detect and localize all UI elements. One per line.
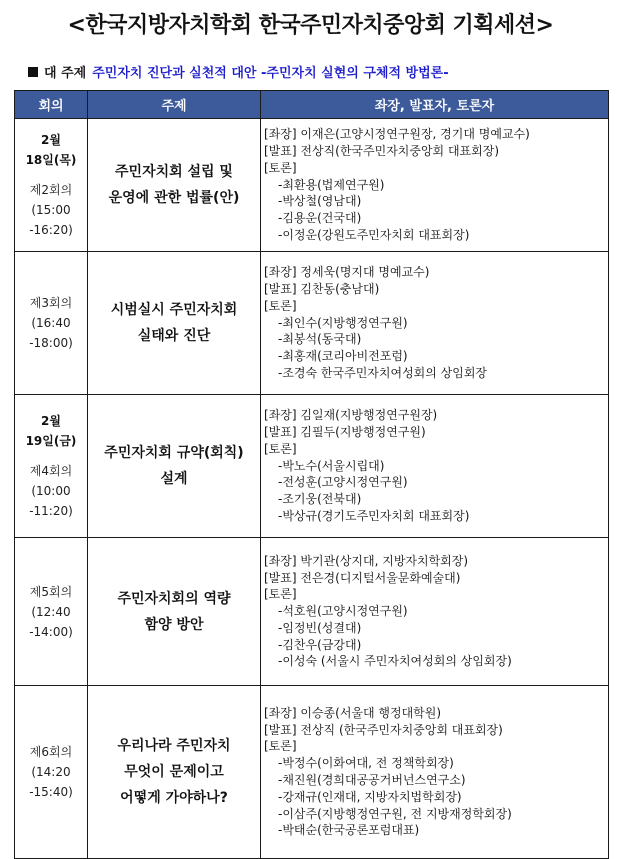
session-date: 2월 bbox=[41, 133, 61, 147]
session-time-end: -14:00) bbox=[29, 624, 73, 639]
topic-cell bbox=[88, 538, 261, 686]
topic-cell bbox=[88, 252, 261, 395]
session-cell bbox=[15, 252, 88, 395]
people-cell bbox=[261, 119, 609, 252]
session-cell bbox=[15, 686, 88, 859]
session-cell bbox=[15, 538, 88, 686]
topic-line: 운영에 관한 법률(안) bbox=[108, 190, 240, 206]
chair-line: [좌장] 이재은(고양시정연구원장, 경기대 명예교수) bbox=[264, 127, 530, 142]
discussant-item: -최인수(지방행정연구원) bbox=[278, 315, 408, 330]
session-time-end: -18:00) bbox=[29, 336, 73, 350]
topic-line: 무엇이 문제이고 bbox=[124, 764, 224, 780]
presenter-line: [발표] 김찬동(충남대) bbox=[264, 282, 380, 296]
table-header-row bbox=[15, 91, 609, 119]
discussant-item: -최봉석(동국대) bbox=[278, 332, 362, 347]
session-cell bbox=[15, 119, 88, 252]
discussion-label: [토론] bbox=[264, 441, 297, 456]
discussant-item: -박상철(영남대) bbox=[278, 194, 362, 209]
topic-line: 우리나라 주민자치 bbox=[117, 738, 231, 754]
session-day: 19일(금) bbox=[25, 434, 77, 448]
discussant-item: -조경숙 한국주민자치여성회의 상임회장 bbox=[278, 365, 488, 380]
topic-cell bbox=[88, 686, 261, 859]
discussant-item: -이정운(강원도주민자치회 대표회장) bbox=[278, 227, 470, 242]
discussant-item: -최환용(법제연구원) bbox=[278, 177, 385, 192]
discussant-item: -전성훈(고양시정연구원) bbox=[278, 475, 408, 490]
presenter-line: [발표] 전상직(한국주민자치중앙회 대표회장) bbox=[264, 144, 500, 158]
theme-text: 주민자치 진단과 실천적 대안 -주민자치 실현의 구체적 방법론- bbox=[92, 66, 449, 81]
discussant-item: -채진원(경희대공공거버넌스연구소) bbox=[278, 773, 466, 787]
session-time-start: (14:20 bbox=[31, 765, 71, 779]
discussant-item: -조기웅(전북대) bbox=[278, 492, 362, 507]
session-name: 제3회의 bbox=[29, 296, 73, 310]
table-row bbox=[15, 538, 609, 686]
discussion-label: [토론] bbox=[264, 739, 297, 754]
topic-line: 시범실시 주민자치회 bbox=[110, 302, 238, 318]
chair-line: [좌장] 김일재(지방행정연구원장) bbox=[264, 408, 438, 423]
discussant-item: -임정빈(성결대) bbox=[278, 620, 362, 635]
session-name: 제4회의 bbox=[29, 464, 73, 478]
people-cell bbox=[261, 252, 609, 395]
topic-line: 주민자치회 설립 및 bbox=[115, 164, 233, 180]
session-name: 제5회의 bbox=[29, 584, 73, 599]
topic-line: 설계 bbox=[160, 471, 188, 487]
discussant-item: -이삼주(지방행정연구원, 전 지방재정학회장) bbox=[278, 806, 512, 821]
chair-line: [좌장] 박기관(상지대, 지방자치학회장) bbox=[264, 553, 469, 568]
discussant-item: -박상규(경기도주민자치회 대표회장) bbox=[278, 508, 470, 523]
people-cell bbox=[261, 395, 609, 538]
header-people: 좌장, 발표자, 토론자 bbox=[261, 91, 609, 119]
topic-cell bbox=[88, 119, 261, 252]
page-title: <한국지방자치학회 한국주민자치중앙회 기획세션> bbox=[67, 13, 554, 38]
table-row bbox=[15, 395, 609, 538]
header-topic: 주제 bbox=[88, 91, 261, 119]
session-date: 2월 bbox=[41, 414, 61, 428]
discussant-item: -김찬우(금강대) bbox=[278, 637, 362, 652]
session-time-start: (15:00 bbox=[31, 203, 71, 217]
session-time-end: -16:20) bbox=[29, 223, 73, 237]
table-row bbox=[15, 686, 609, 859]
topic-cell bbox=[88, 395, 261, 538]
topic-line: 실태와 진단 bbox=[137, 328, 211, 344]
people-cell bbox=[261, 686, 609, 859]
theme-label: 대 주제 bbox=[44, 66, 87, 81]
session-name: 제6회의 bbox=[29, 745, 73, 759]
presenter-line: [발표] 김필두(지방행정연구원) bbox=[264, 425, 426, 439]
topic-line: 어떻게 가야하나? bbox=[120, 790, 228, 806]
topic-line: 주민자치회의 역량 bbox=[117, 590, 231, 607]
session-time-end: -15:40) bbox=[29, 785, 73, 799]
table-row bbox=[15, 252, 609, 395]
header-session: 회의 bbox=[15, 91, 88, 119]
session-time-end: -11:20) bbox=[29, 504, 73, 518]
session-table bbox=[14, 90, 609, 859]
topic-line: 주민자치회 규약(회칙) bbox=[104, 445, 244, 461]
discussant-item: -박태순(한국공론포럼대표) bbox=[278, 823, 420, 838]
discussion-label: [토론] bbox=[264, 298, 297, 313]
chair-line: [좌장] 정세욱(명지대 명예교수) bbox=[264, 265, 430, 280]
discussion-label: [토론] bbox=[264, 160, 297, 175]
discussant-item: -이성숙 (서울시 주민자치여성회의 상임회장) bbox=[278, 654, 512, 669]
discussant-item: -박노수(서울시립대) bbox=[278, 458, 385, 473]
discussant-item: -강재규(인재대, 지방자치법학회장) bbox=[278, 789, 462, 804]
square-bullet-icon bbox=[28, 67, 38, 77]
main-theme bbox=[28, 62, 449, 81]
session-cell bbox=[15, 395, 88, 538]
presenter-line: [발표] 전상직 (한국주민자치중앙회 대표회장) bbox=[264, 722, 503, 737]
session-time-start: (16:40 bbox=[31, 316, 71, 330]
table-row bbox=[15, 119, 609, 252]
discussant-item: -최홍재(코리아비전포럼) bbox=[278, 349, 408, 364]
discussion-label: [토론] bbox=[264, 587, 297, 602]
discussant-item: -김용운(건국대) bbox=[278, 211, 362, 226]
presenter-line: [발표] 전은경(디지털서울문화예술대) bbox=[264, 570, 461, 585]
session-time-start: (10:00 bbox=[31, 484, 71, 498]
session-time-start: (12:40 bbox=[31, 604, 71, 619]
topic-line: 함양 방안 bbox=[144, 616, 204, 633]
session-name: 제2회의 bbox=[29, 183, 73, 197]
discussant-item: -박정수(이화여대, 전 정책학회장) bbox=[278, 756, 454, 771]
people-cell bbox=[261, 538, 609, 686]
chair-line: [좌장] 이승종(서울대 행정대학원) bbox=[264, 705, 442, 720]
discussant-item: -석호원(고양시정연구원) bbox=[278, 604, 408, 619]
session-day: 18일(목) bbox=[25, 153, 77, 167]
